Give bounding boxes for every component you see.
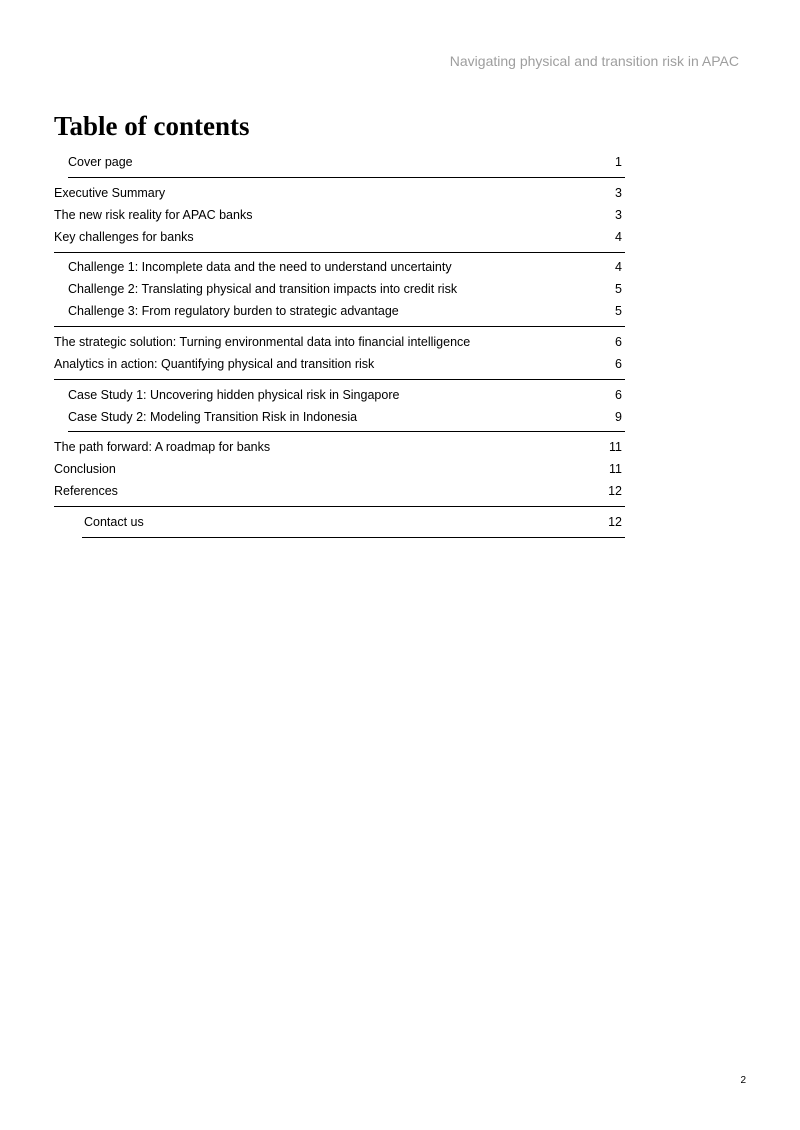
running-header: Navigating physical and transition risk in APAC	[449, 53, 739, 69]
toc-divider	[68, 177, 625, 178]
toc-entry-label: Challenge 3: From regulatory burden to strategic advantage	[68, 304, 399, 318]
page-title: Table of contents	[54, 111, 250, 141]
toc-entry-page: 12	[608, 515, 622, 529]
toc-divider	[54, 506, 625, 507]
toc-entry-page: 4	[615, 260, 622, 274]
toc-divider	[54, 379, 625, 380]
toc-entry-page: 3	[615, 186, 622, 200]
toc-entry-page: 4	[615, 230, 622, 244]
toc-entry-page: 6	[615, 388, 622, 402]
toc-entry-page: 11	[609, 440, 622, 454]
toc-entry-challenge-1[interactable]	[68, 256, 625, 278]
toc-entry-label: Challenge 2: Translating physical and transition impacts into credit risk	[68, 282, 458, 296]
toc-entry-label: The path forward: A roadmap for banks	[54, 440, 271, 454]
toc-entry-label: Case Study 2: Modeling Transition Risk in Indonesia	[68, 410, 358, 424]
toc-entry-page: 11	[609, 462, 622, 476]
toc-entry-analytics-in-action[interactable]	[54, 353, 625, 375]
toc-divider	[54, 252, 625, 253]
toc-entry-conclusion[interactable]	[54, 458, 625, 480]
toc-entry-case-study-1[interactable]	[68, 384, 625, 406]
toc-entry-challenge-3[interactable]	[68, 300, 625, 322]
toc-entry-page: 5	[615, 282, 622, 296]
toc-divider	[82, 537, 625, 538]
toc-entry-contact-us[interactable]	[84, 511, 625, 533]
toc-entry-page: 12	[608, 484, 622, 498]
toc-entry-label: Cover page	[68, 155, 133, 169]
toc-entry-page: 9	[615, 410, 622, 424]
toc-entry-new-risk-reality[interactable]	[54, 204, 625, 226]
toc-entry-case-study-2[interactable]	[68, 406, 625, 428]
toc-entry-key-challenges[interactable]	[54, 226, 625, 248]
toc-entry-path-forward[interactable]	[54, 436, 625, 458]
toc-entry-page: 6	[615, 335, 622, 349]
toc-entry-label: The new risk reality for APAC banks	[54, 208, 253, 222]
toc-entry-references[interactable]	[54, 480, 625, 502]
toc-entry-page: 5	[615, 304, 622, 318]
toc-entry-cover-page[interactable]	[68, 151, 625, 173]
toc-entry-label: Contact us	[84, 515, 144, 529]
toc-entry-challenge-2[interactable]	[68, 278, 625, 300]
toc-entry-page: 6	[615, 357, 622, 371]
toc-divider	[68, 431, 625, 432]
toc-entry-label: Conclusion	[54, 462, 116, 476]
toc-entry-strategic-solution[interactable]	[54, 331, 625, 353]
toc-entry-label: Case Study 1: Uncovering hidden physical risk in Singapore	[68, 388, 400, 402]
toc-entry-label: Analytics in action: Quantifying physical and transition risk	[54, 357, 375, 371]
toc-entry-label: The strategic solution: Turning environmental data into financial intelligence	[54, 335, 471, 349]
toc-entry-page: 1	[615, 155, 622, 169]
page-number: 2	[740, 1075, 746, 1086]
toc-entry-executive-summary[interactable]	[54, 182, 625, 204]
toc-entry-page: 3	[615, 208, 622, 222]
toc-entry-label: Challenge 1: Incomplete data and the need to understand uncertainty	[68, 260, 452, 274]
toc-entry-label: Key challenges for banks	[54, 230, 194, 244]
toc-divider	[54, 326, 625, 327]
toc-entry-label: Executive Summary	[54, 186, 166, 200]
toc-entry-label: References	[54, 484, 118, 498]
